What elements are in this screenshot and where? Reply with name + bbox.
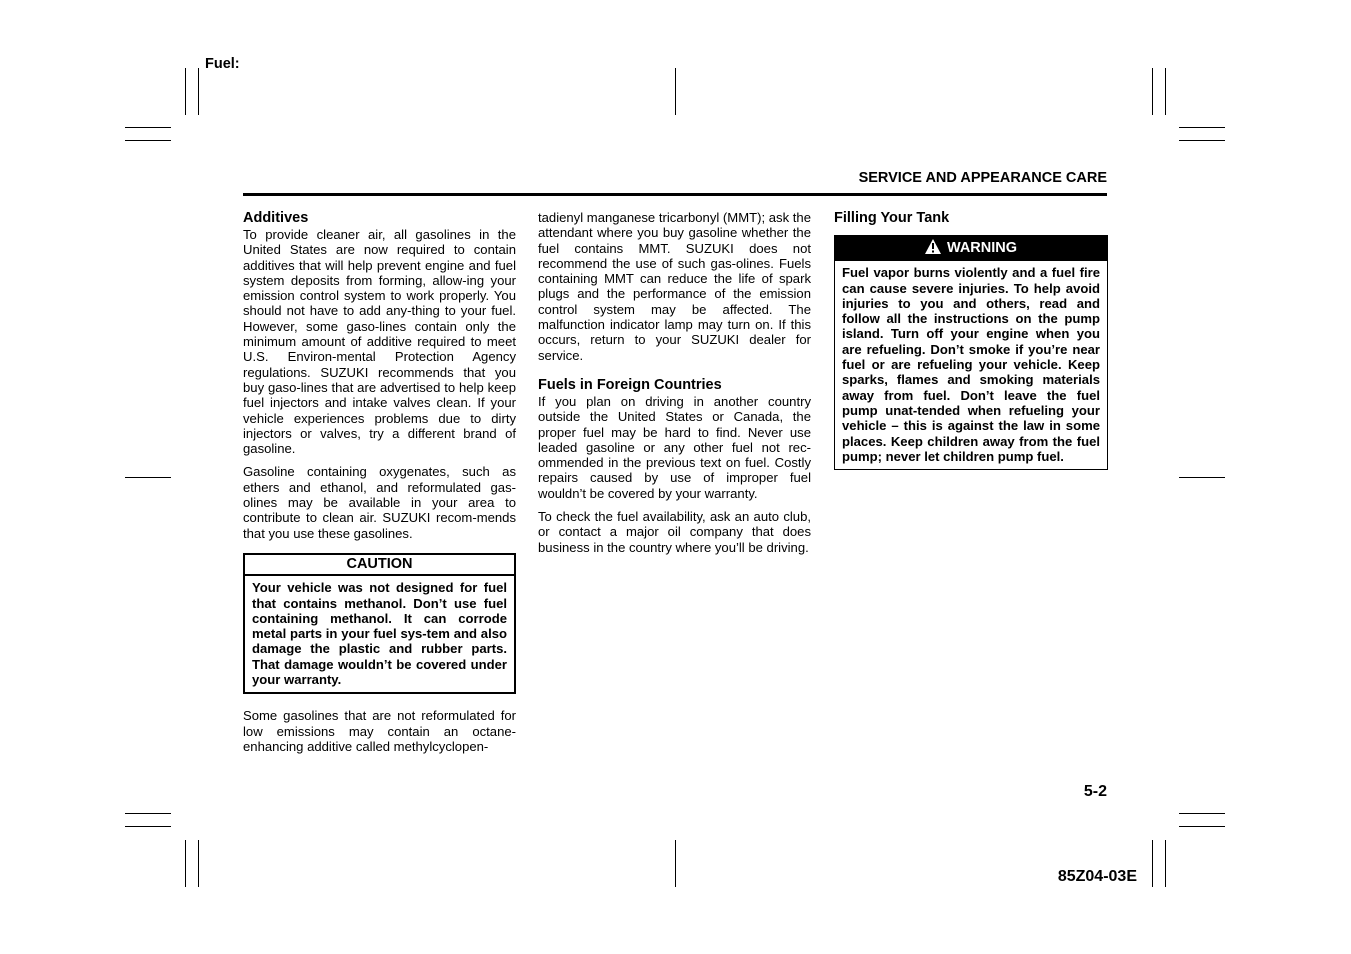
crop-mark — [125, 477, 171, 478]
page-number: 5-2 — [1083, 783, 1107, 800]
crop-mark — [125, 813, 171, 814]
crop-mark — [1165, 68, 1166, 115]
crop-mark — [125, 826, 171, 827]
warning-title: WARNING — [946, 240, 1018, 256]
paragraph: To provide cleaner air, all gasolines in the United States are now required to contain additives that will help prevent engine and fuel system deposits from forming, allow-ing your emission control system to work properly. You should not have to add any-thing to your fuel. However, some gaso-lines contain only the minimum amount of additive required to meet U.S. Environ-mental Protection Agency regulations. SUZUKI recommends that you buy gaso-lines that are advertised to help keep fuel injectors and intake valves clean. If your vehicle experiences problems due to dirty injectors or valves, try a different brand of gasoline. — [243, 227, 516, 457]
column-1 — [243, 210, 516, 762]
paragraph: tadienyl manganese tricarbonyl (MMT); ask the attendant where you buy gasoline whether the fuel contains MMT. SUZUKI does not recommend the use of such gas-olines. Fuels containing MMT can reduce the life of spark plugs and the performance of the emission control system may be affected. The malfunction indicator lamp may turn on. If this occurs, return to your SUZUKI dealer for service. — [538, 210, 811, 363]
heading-additives: Additives — [243, 210, 309, 226]
top-label: Fuel: — [205, 56, 240, 72]
crop-mark — [185, 840, 186, 887]
crop-mark — [1179, 140, 1225, 141]
paragraph: If you plan on driving in another country outside the United States or Canada, the proper fuel may be hard to find. Never use leaded gasoline or any other fuel not rec-ommended in the previous text on fuel. Costly repairs caused by use of improper fuel wouldn’t be covered by your warranty. — [538, 393, 811, 501]
crop-mark — [1179, 826, 1225, 827]
caution-title: CAUTION — [245, 555, 514, 576]
doc-code: 85Z04-03E — [1057, 868, 1137, 885]
crop-mark — [1179, 127, 1225, 128]
column-3 — [834, 210, 1108, 470]
paragraph: Some gasolines that are not reformulated for low emissions may contain an octane-enhancing additive called methylcyclopen- — [243, 708, 516, 754]
warning-box — [834, 235, 1108, 470]
crop-mark — [1152, 840, 1153, 887]
paragraph: Gasoline containing oxygenates, such as ethers and ethanol, and reformulated gas-olines may be available in your area to contribute to clean air. SUZUKI recom-mends that you use these gasolines. — [243, 464, 516, 541]
warning-triangle-icon — [925, 239, 941, 258]
heading-foreign-countries: Fuels in Foreign Countries — [538, 376, 722, 393]
crop-mark — [198, 68, 199, 115]
crop-mark — [125, 127, 171, 128]
warning-header — [835, 236, 1107, 261]
paragraph: To check the fuel availability, ask an auto club, or contact a major oil company that does business in the country where you’ll be driving. — [538, 509, 811, 555]
header-rule — [243, 193, 1107, 196]
crop-mark — [198, 840, 199, 887]
section-title: SERVICE AND APPEARANCE CARE — [858, 170, 1107, 186]
crop-mark — [125, 140, 171, 141]
crop-mark — [675, 840, 676, 887]
crop-mark — [1179, 477, 1225, 478]
crop-mark — [185, 68, 186, 115]
crop-mark — [1152, 68, 1153, 115]
crop-mark — [1179, 813, 1225, 814]
column-2 — [538, 210, 811, 563]
crop-mark — [1165, 840, 1166, 887]
heading-filling-tank: Filling Your Tank — [834, 210, 950, 226]
caution-text: Your vehicle was not designed for fuel that contains methanol. Don’t use fuel containing methanol. It can corrode metal parts in your fuel sys-tem and also damage the plastic and rubber parts. That damage wouldn’t be covered under your warranty. — [252, 580, 507, 688]
caution-box — [243, 553, 516, 694]
crop-mark — [675, 68, 676, 115]
warning-text: Fuel vapor burns violently and a fuel fire can cause severe injuries. To help avoid injuries to you and others, read and follow all the instructions on the pump island. Turn off your engine when you are refueling. Don’t smoke if you’re near fuel or are refueling your vehicle. Keep sparks, flames and smoking materials away from fuel. Don’t leave the fuel pump unat-tended when refueling your vehicle – this is against the law in some places. Keep children away from the fuel pump; never let children pump fuel. — [842, 265, 1100, 464]
